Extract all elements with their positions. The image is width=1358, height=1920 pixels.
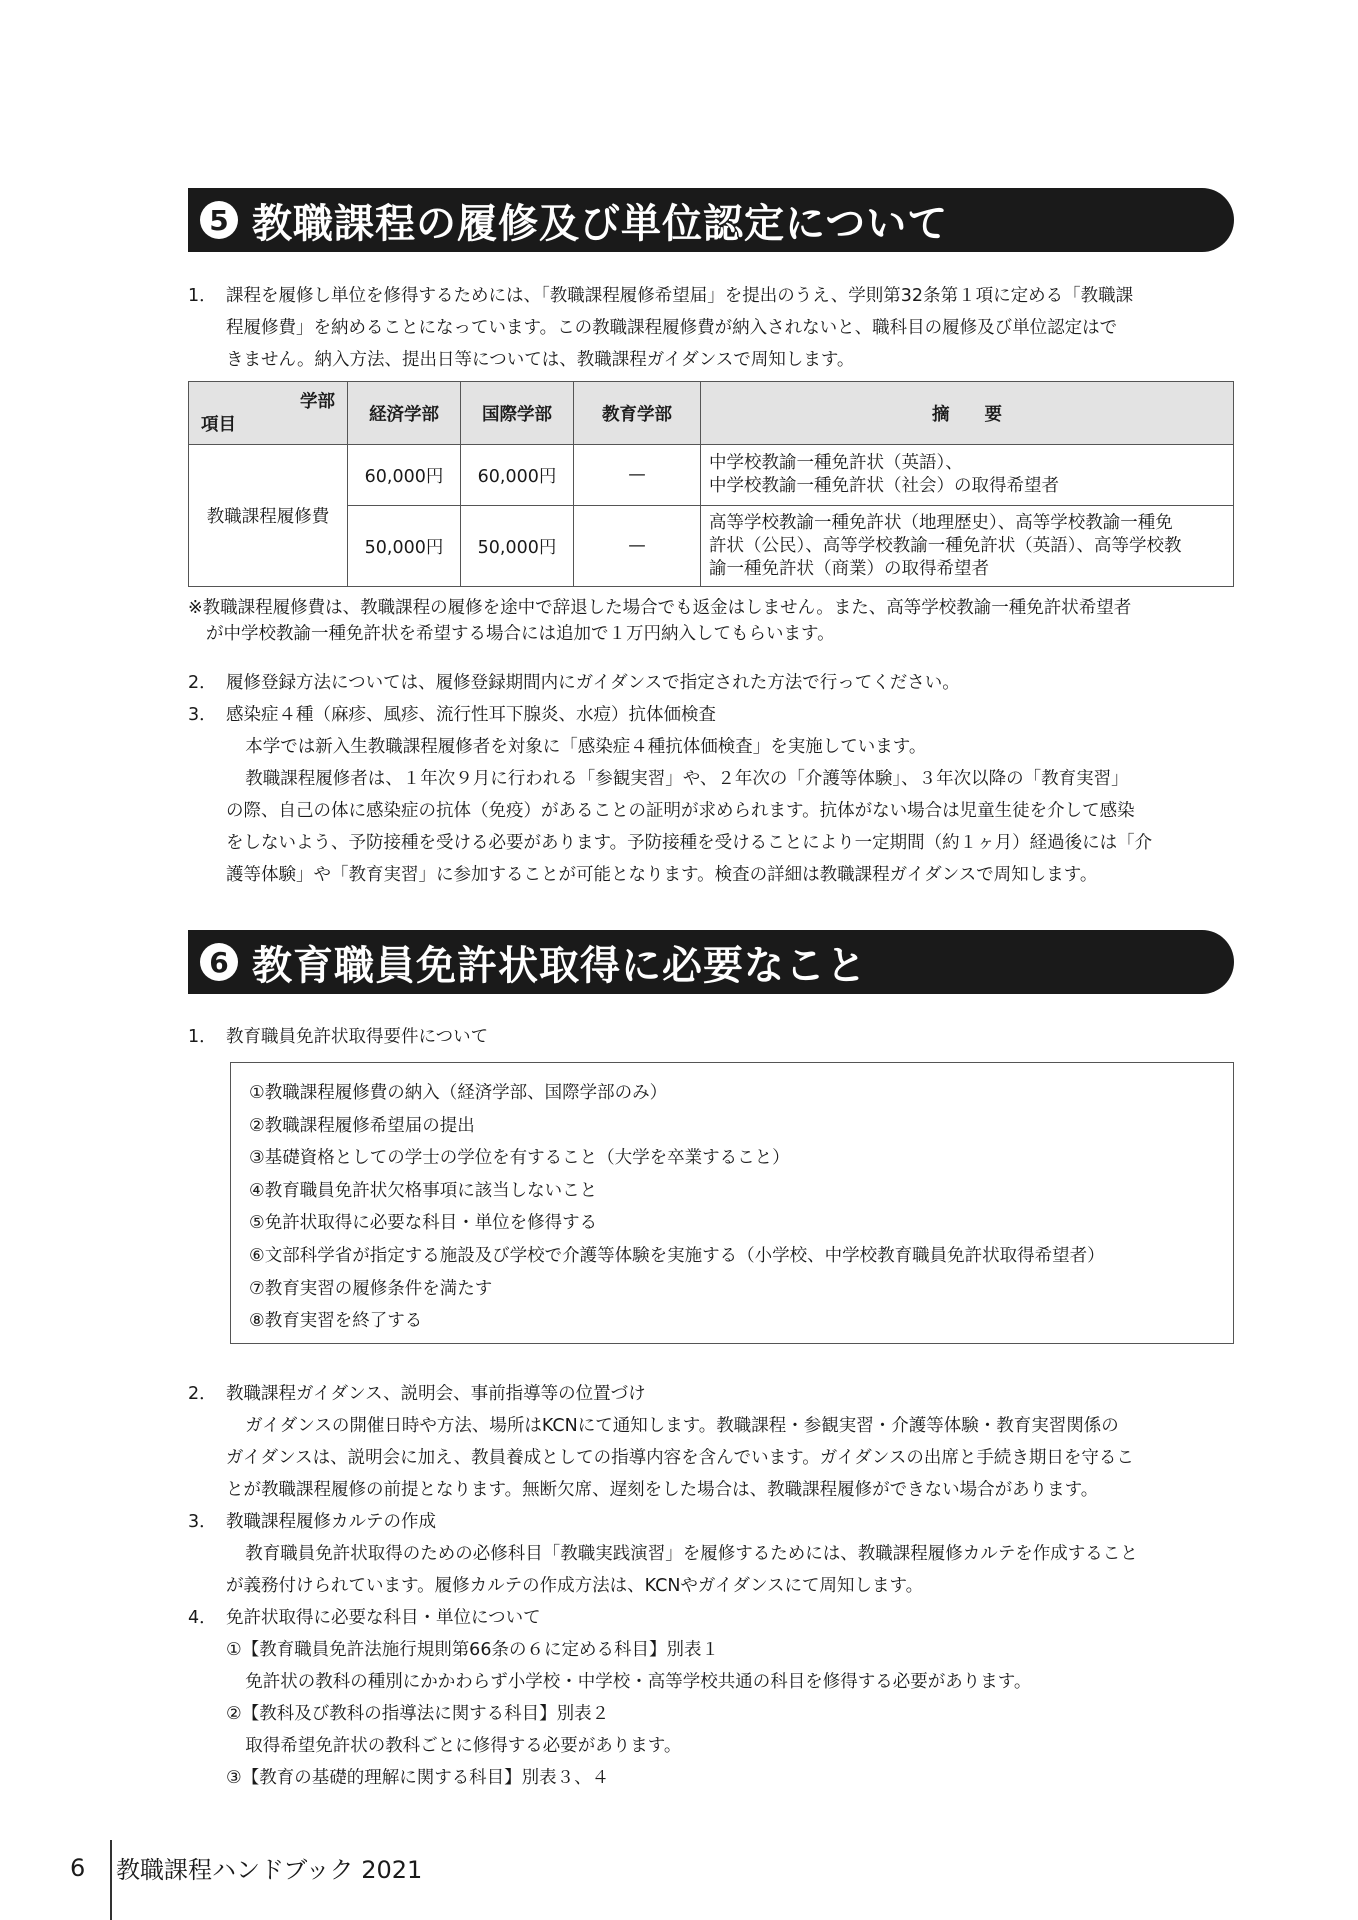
section-number-badge: 5 [200, 201, 238, 239]
subject-heading: ③【教育の基礎的理解に関する科目】別表３、４ [226, 1768, 610, 1788]
item-number: 4． [188, 1608, 217, 1628]
summary-cell [701, 445, 1234, 506]
fee-cell: 60,000円 [461, 445, 574, 506]
paragraph-line: ガイダンスの開催日時や方法、場所はKCNにて通知します。教職課程・参観実習・介護等体験・教育実習関係の [245, 1416, 1119, 1436]
subject-heading: ②【教科及び教科の指導法に関する科目】別表２ [226, 1704, 610, 1724]
fee-cell: 60,000円 [348, 445, 461, 506]
item-text-line: 程履修費」を納めることになっています。この教職課程履修費が納入されないと、職科目の履修及び単位認定はで [226, 318, 1118, 338]
column-header: 教育学部 [574, 382, 701, 445]
summary-line: 許状（公民）、高等学校教諭一種免許状（英語）、高等学校教 [709, 535, 1182, 556]
column-header: 国際学部 [461, 382, 574, 445]
requirement-item: ⑧教育実習を終了する [249, 1311, 423, 1332]
requirements-box [230, 1062, 1234, 1344]
table-row [189, 445, 1234, 506]
requirement-item: ④教育職員免許状欠格事項に該当しないこと [249, 1180, 598, 1201]
requirement-item: ②教職課程履修希望届の提出 [249, 1115, 475, 1136]
section6-item1 [188, 1021, 1238, 1053]
note-line: ※教職課程履修費は、教職課程の履修を途中で辞退した場合でも返金はしません。また、高等学校教諭一種免許状希望者 [188, 598, 1132, 618]
handbook-title: 教職課程ハンドブック 2021 [116, 1856, 423, 1884]
summary-cell [701, 506, 1234, 587]
column-header: 経済学部 [348, 382, 461, 445]
item-text-line: きません。納入方法、提出日等については、教職課程ガイダンスで周知します。 [226, 350, 855, 370]
paragraph-line: の際、自己の体に感染症の抗体（免疫）があることの証明が求められます。抗体がない場合は児童生徒を介して感染 [226, 801, 1135, 821]
item-text: 履修登録方法については、履修登録期間内にガイダンスで指定された方法で行ってください。 [226, 673, 960, 693]
section5-items-2-3 [188, 667, 1238, 891]
section-number-badge: 6 [200, 943, 238, 981]
item-number: 1． [188, 1027, 217, 1047]
summary-line: 諭一種免許状（商業）の取得希望者 [709, 558, 989, 579]
section-title: 教育職員免許状取得に必要なこと [252, 942, 867, 989]
paragraph-line: 教職課程履修者は、１年次９月に行われる「参観実習」や、２年次の「介護等体験」、３年次以降の「教育実習」 [245, 769, 1129, 789]
section6-items-2-4 [188, 1378, 1238, 1794]
requirement-item: ⑥文部科学省が指定する施設及び学校で介護等体験を実施する（小学校、中学校教育職員免許状取得希望者） [249, 1245, 1105, 1266]
section-title: 教職課程の履修及び単位認定について [252, 200, 949, 247]
item-text: 教育職員免許状取得要件について [226, 1027, 489, 1047]
summary-line: 高等学校教諭一種免許状（地理歴史）、高等学校教諭一種免 [709, 512, 1173, 533]
paragraph: 本学では新入生教職課程履修者を対象に「感染症４種抗体価検査」を実施しています。 [245, 737, 927, 757]
page-footer [70, 1850, 422, 1885]
paragraph-line: が義務付けられています。履修カルテの作成方法は、KCNやガイダンスにて周知します。 [226, 1576, 924, 1596]
item-number: 2． [188, 673, 217, 693]
summary-line: 中学校教諭一種免許状（社会）の取得希望者 [709, 476, 1059, 496]
corner-label-faculty: 学部 [300, 392, 335, 412]
item-number: 3． [188, 705, 217, 725]
item-number: 3． [188, 1512, 217, 1532]
requirement-item: ①教職課程履修費の納入（経済学部、国際学部のみ） [249, 1083, 668, 1103]
paragraph-line: をしないよう、予防接種を受ける必要があります。予防接種を受けることにより一定期間（約１ヶ月）経過後には「介 [226, 833, 1153, 853]
item-number: 2． [188, 1384, 217, 1404]
item-title: 教職課程履修カルテの作成 [226, 1512, 436, 1532]
column-header: 摘 要 [701, 382, 1234, 445]
section-6-header [188, 930, 1234, 994]
item-title: 教職課程ガイダンス、説明会、事前指導等の位置づけ [226, 1384, 646, 1404]
paragraph-line: とが教職課程履修の前提となります。無断欠席、遅刻をした場合は、教職課程履修ができない場合があります。 [226, 1480, 1099, 1500]
subject-entry [188, 1634, 1238, 1794]
note-line: が中学校教諭一種免許状を希望する場合には追加で１万円納入してもらいます。 [206, 624, 835, 644]
item-title: 感染症４種（麻疹、風疹、流行性耳下腺炎、水痘）抗体価検査 [226, 705, 716, 725]
summary-line: 中学校教諭一種免許状（英語）、 [709, 453, 963, 473]
corner-label-item: 項目 [201, 415, 236, 435]
requirement-item: ⑤免許状取得に必要な科目・単位を修得する [249, 1213, 598, 1234]
section-5-header [188, 188, 1234, 252]
fee-note [188, 595, 1238, 647]
subject-description: 取得希望免許状の教科ごとに修得する必要があります。 [245, 1736, 682, 1756]
table-corner-header [189, 382, 348, 445]
subject-description: 免許状の教科の種別にかかわらず小学校・中学校・高等学校共通の科目を修得する必要があります。 [245, 1672, 1032, 1692]
requirement-item: ⑦教育実習の履修条件を満たす [249, 1278, 493, 1299]
fee-cell: 50,000円 [461, 506, 574, 587]
page-number: 6 [70, 1853, 86, 1882]
paragraph-line: 教育職員免許状取得のための必修科目「教職実践演習」を履修するためには、教職課程履修カルテを作成すること [245, 1544, 1138, 1564]
fee-cell: — [574, 506, 701, 587]
item-text-line: 課程を履修し単位を修得するためには、「教職課程履修希望届」を提出のうえ、学則第32条第１項に定める「教職課 [226, 286, 1134, 306]
requirement-item: ③基礎資格としての学士の学位を有すること（大学を卒業すること） [249, 1148, 790, 1169]
paragraph-line: 護等体験」や「教育実習」に参加することが可能となります。検査の詳細は教職課程ガイダンスで周知します。 [226, 865, 1098, 885]
fee-cell: 50,000円 [348, 506, 461, 587]
fee-cell: — [574, 445, 701, 506]
item-number: 1． [188, 286, 217, 306]
paragraph-line: ガイダンスは、説明会に加え、教員養成としての指導内容を含んでいます。ガイダンスの出席と手続き期日を守るこ [226, 1448, 1134, 1468]
section5-item1 [188, 280, 1238, 376]
subject-heading: ①【教育職員免許法施行規則第66条の６に定める科目】別表１ [226, 1640, 719, 1660]
fee-table [188, 381, 1234, 587]
item-title: 免許状取得に必要な科目・単位について [226, 1608, 541, 1628]
row-label: 教職課程履修費 [189, 445, 348, 587]
